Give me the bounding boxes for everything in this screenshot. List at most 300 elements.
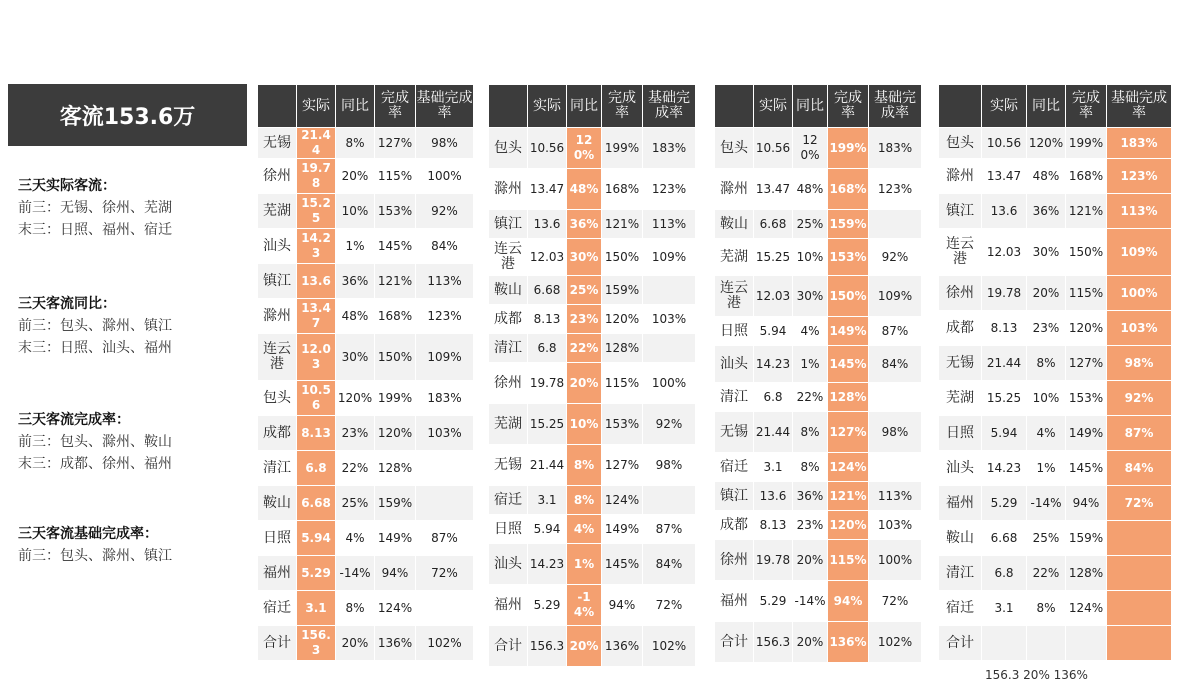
table-row [258,229,473,263]
value-cell: 113% [643,210,695,238]
value-cell: 124% [375,591,415,625]
summary-section [18,175,248,241]
value-cell: 136% [828,622,868,662]
city-cell: 福州 [489,585,527,625]
value-cell: 20% [567,626,601,666]
table-row [715,581,921,621]
value-cell: 103% [643,305,695,333]
column-header [715,85,753,127]
value-cell: 13.47 [528,169,566,209]
value-cell: 48% [793,169,827,209]
value-cell: 48% [336,299,374,333]
table-row [489,210,695,238]
value-cell: 12.03 [754,276,792,316]
summary-line: 前三：无锡、徐州、芜湖 [18,200,172,216]
value-cell: 199% [602,128,642,168]
city-cell: 汕头 [715,346,753,382]
value-cell: 20% [793,622,827,662]
city-cell: 汕头 [939,451,981,485]
value-cell: 123% [643,169,695,209]
city-cell: 宿迁 [939,591,981,625]
value-cell: 4% [567,515,601,543]
value-cell: 109% [869,276,921,316]
value-cell [1027,626,1065,660]
value-cell: 159% [1066,521,1106,555]
city-cell: 日照 [258,521,296,555]
value-cell [1107,591,1171,625]
value-cell: 128% [602,334,642,362]
summary-line: 末三：日照、福州、宿迁 [18,222,172,238]
value-cell: 120% [375,416,415,450]
table-row [489,128,695,168]
value-cell: 4% [793,317,827,345]
value-cell: 109% [643,239,695,275]
city-cell: 镇江 [715,482,753,510]
value-cell: 15.25 [754,239,792,275]
value-cell: 183% [869,128,921,168]
value-cell [643,276,695,304]
column-header: 同比 [793,85,827,127]
city-cell: 日照 [489,515,527,543]
column-header: 基础完成率 [1107,85,1171,127]
value-cell: 19.78 [297,159,335,193]
table-row [715,346,921,382]
value-cell: 168% [375,299,415,333]
city-cell: 徐州 [715,540,753,580]
value-cell: 128% [828,383,868,411]
city-cell: 成都 [489,305,527,333]
city-cell: 汕头 [258,229,296,263]
city-cell: 福州 [258,556,296,590]
table-row [258,159,473,193]
value-cell: 199% [828,128,868,168]
table-row [715,383,921,411]
value-cell: 92% [416,194,473,228]
value-cell: 30% [336,334,374,380]
city-cell: 成都 [939,311,981,345]
city-cell: 包头 [258,381,296,415]
table-row [939,311,1171,345]
value-cell: 128% [1066,556,1106,590]
table-row [489,486,695,514]
city-cell: 清江 [939,556,981,590]
value-cell: 98% [643,445,695,485]
value-cell: 1% [336,229,374,263]
column-header: 实际 [754,85,792,127]
summary-line: 前三：包头、滁州、镇江 [18,548,172,564]
value-cell: 72% [643,585,695,625]
value-cell: 168% [602,169,642,209]
table-row [258,194,473,228]
city-cell: 日照 [715,317,753,345]
value-cell: 102% [643,626,695,666]
value-cell: 149% [828,317,868,345]
value-cell: 150% [375,334,415,380]
table-row [939,346,1171,380]
value-cell: 10.56 [754,128,792,168]
value-cell: 19.78 [982,276,1026,310]
city-cell: 无锡 [258,128,296,158]
summary-section [18,523,248,567]
value-cell [1066,626,1106,660]
value-cell: 199% [1066,128,1106,158]
column-header: 基础完成率 [416,85,473,127]
table-row [489,445,695,485]
value-cell [643,486,695,514]
value-cell: 84% [869,346,921,382]
value-cell: 8% [1027,591,1065,625]
city-cell: 镇江 [258,264,296,298]
value-cell: 72% [416,556,473,590]
summary-line: 末三：日照、汕头、福州 [18,340,172,356]
city-cell: 福州 [715,581,753,621]
summary-heading: 三天客流同比： [18,296,116,312]
column-header: 基础完成率 [869,85,921,127]
table-row [715,540,921,580]
table-row [258,264,473,298]
table-row [258,626,473,660]
value-cell: 145% [375,229,415,263]
value-cell: 156.3 [754,622,792,662]
value-cell: 15.25 [297,194,335,228]
value-cell: 22% [793,383,827,411]
table-row [258,556,473,590]
table-row [715,622,921,662]
value-cell: 14.23 [982,451,1026,485]
value-cell: 6.8 [982,556,1026,590]
table-row [258,334,473,380]
column-header: 完成率 [375,85,415,127]
table-row [258,416,473,450]
table-row [489,515,695,543]
value-cell: 149% [1066,416,1106,450]
column-header: 完成率 [1066,85,1106,127]
value-cell: 159% [602,276,642,304]
city-cell: 清江 [489,334,527,362]
value-cell: -14% [567,585,601,625]
city-cell: 合计 [939,626,981,660]
value-cell: 103% [1107,311,1171,345]
value-cell: 136% [602,626,642,666]
value-cell: 8% [336,128,374,158]
value-cell: 5.94 [754,317,792,345]
value-cell: 48% [1027,159,1065,193]
value-cell: 1% [793,346,827,382]
table-row [258,128,473,158]
value-cell: 127% [602,445,642,485]
table-row [715,210,921,238]
value-cell: 120% [602,305,642,333]
value-cell: 87% [643,515,695,543]
table-row [939,556,1171,590]
value-cell: 94% [602,585,642,625]
city-cell: 宿迁 [715,453,753,481]
value-cell: 72% [1107,486,1171,520]
value-cell: 98% [869,412,921,452]
value-cell: 102% [416,626,473,660]
table-row [258,591,473,625]
value-cell: 13.47 [754,169,792,209]
value-cell: 23% [567,305,601,333]
value-cell: 6.68 [754,210,792,238]
city-cell: 日照 [939,416,981,450]
summary-heading: 三天客流基础完成率： [18,526,158,542]
value-cell: 103% [416,416,473,450]
value-cell: 113% [1107,194,1171,228]
value-cell [1107,626,1171,660]
table-row [715,453,921,481]
value-cell: 30% [567,239,601,275]
value-cell: 127% [1066,346,1106,380]
value-cell: 109% [416,334,473,380]
city-cell: 滁州 [258,299,296,333]
value-cell [869,453,921,481]
city-cell: 滁州 [939,159,981,193]
value-cell: 123% [1107,159,1171,193]
value-cell: 14.23 [754,346,792,382]
value-cell: 100% [1107,276,1171,310]
table-row [939,591,1171,625]
column-header: 实际 [297,85,335,127]
value-cell: 14.23 [297,229,335,263]
city-cell: 清江 [258,451,296,485]
city-cell: 合计 [715,622,753,662]
value-cell: 183% [643,128,695,168]
value-cell: 8% [793,412,827,452]
value-cell: 159% [828,210,868,238]
value-cell: 145% [1066,451,1106,485]
city-cell: 无锡 [715,412,753,452]
value-cell: 120% [567,128,601,168]
value-cell: 13.47 [297,299,335,333]
value-cell: 8% [336,591,374,625]
city-cell: 徐州 [258,159,296,193]
value-cell: 6.8 [528,334,566,362]
value-cell: 8% [567,445,601,485]
column-header: 同比 [1027,85,1065,127]
ranking-table [714,84,922,663]
value-cell: 149% [375,521,415,555]
value-cell: -14% [793,581,827,621]
value-cell [1107,521,1171,555]
value-cell: 5.29 [754,581,792,621]
value-cell: 103% [869,511,921,539]
value-cell: 13.6 [297,264,335,298]
value-cell: 124% [602,486,642,514]
column-header: 实际 [982,85,1026,127]
value-cell: 12.03 [528,239,566,275]
value-cell: -14% [336,556,374,590]
table-row [489,585,695,625]
value-cell: 8% [1027,346,1065,380]
value-cell: 113% [416,264,473,298]
city-cell: 芜湖 [258,194,296,228]
value-cell [869,383,921,411]
table-row [939,229,1171,275]
table-row [715,128,921,168]
column-header [258,85,296,127]
table-row [939,194,1171,228]
city-cell: 镇江 [939,194,981,228]
value-cell: 102% [869,622,921,662]
value-cell: 30% [793,276,827,316]
value-cell: 8.13 [297,416,335,450]
city-cell: 包头 [715,128,753,168]
city-cell: 芜湖 [939,381,981,415]
table-row [939,521,1171,555]
value-cell: 25% [567,276,601,304]
value-cell: 120% [336,381,374,415]
city-cell: 鞍山 [258,486,296,520]
column-header [939,85,981,127]
value-cell: 12.03 [982,229,1026,275]
value-cell: 121% [828,482,868,510]
city-cell: 包头 [489,128,527,168]
value-cell: 15.25 [982,381,1026,415]
value-cell: 6.8 [297,451,335,485]
city-cell: 鞍山 [489,276,527,304]
value-cell: 121% [375,264,415,298]
table-row [489,626,695,666]
table-row [489,363,695,403]
value-cell: 4% [1027,416,1065,450]
value-cell: 94% [375,556,415,590]
value-cell: 92% [643,404,695,444]
column-header: 完成率 [828,85,868,127]
value-cell: 84% [643,544,695,584]
value-cell: 5.94 [528,515,566,543]
value-cell: 10% [336,194,374,228]
value-cell: 22% [1027,556,1065,590]
value-cell: 25% [336,486,374,520]
value-cell: 20% [567,363,601,403]
value-cell: 3.1 [297,591,335,625]
page-title: 客流153.6万 [8,84,247,146]
value-cell: 94% [1066,486,1106,520]
summary-line: 前三：包头、滁州、镇江 [18,318,172,334]
table-row [939,626,1171,660]
value-cell: 123% [416,299,473,333]
value-cell: 25% [793,210,827,238]
column-header [489,85,527,127]
city-cell: 滁州 [715,169,753,209]
value-cell: 10% [1027,381,1065,415]
value-cell [869,210,921,238]
value-cell: 120% [793,128,827,168]
value-cell: 6.68 [297,486,335,520]
city-cell: 鞍山 [715,210,753,238]
value-cell: 98% [1107,346,1171,380]
value-cell: 121% [602,210,642,238]
value-cell [416,451,473,485]
value-cell: 127% [375,128,415,158]
value-cell: 168% [828,169,868,209]
value-cell: 84% [416,229,473,263]
table-row [939,451,1171,485]
value-cell: 121% [1066,194,1106,228]
summary-section [18,409,248,475]
value-cell: 87% [1107,416,1171,450]
value-cell: 23% [1027,311,1065,345]
value-cell [643,334,695,362]
value-cell: 10.56 [297,381,335,415]
value-cell: 36% [336,264,374,298]
city-cell: 合计 [258,626,296,660]
value-cell: -14% [1027,486,1065,520]
value-cell: 145% [602,544,642,584]
table-row [489,544,695,584]
column-header: 完成率 [602,85,642,127]
value-cell: 153% [828,239,868,275]
table-row [258,486,473,520]
value-cell: 115% [1066,276,1106,310]
value-cell: 124% [828,453,868,481]
value-cell: 150% [828,276,868,316]
table-row [715,239,921,275]
value-cell: 168% [1066,159,1106,193]
table-row [715,511,921,539]
value-cell: 3.1 [528,486,566,514]
value-cell: 14.23 [528,544,566,584]
table-row [489,169,695,209]
value-cell: 1% [567,544,601,584]
city-cell: 包头 [939,128,981,158]
table-row [939,381,1171,415]
value-cell: 127% [828,412,868,452]
value-cell: 8% [567,486,601,514]
value-cell: 12.03 [297,334,335,380]
value-cell: 25% [1027,521,1065,555]
value-cell: 159% [375,486,415,520]
table-row [939,416,1171,450]
value-cell: 94% [828,581,868,621]
value-cell: 6.8 [754,383,792,411]
value-cell: 100% [869,540,921,580]
value-cell: 98% [416,128,473,158]
table-row [715,169,921,209]
value-cell: 115% [375,159,415,193]
value-cell: 183% [1107,128,1171,158]
city-cell: 芜湖 [489,404,527,444]
value-cell: 120% [828,511,868,539]
value-cell: 92% [869,239,921,275]
value-cell: 145% [828,346,868,382]
value-cell: 19.78 [528,363,566,403]
ranking-table [938,84,1172,661]
value-cell: 23% [336,416,374,450]
city-cell: 徐州 [939,276,981,310]
value-cell: 92% [1107,381,1171,415]
value-cell: 124% [1066,591,1106,625]
value-cell: 13.6 [754,482,792,510]
value-cell: 8% [793,453,827,481]
city-cell: 成都 [258,416,296,450]
city-cell: 宿迁 [258,591,296,625]
value-cell: 15.25 [528,404,566,444]
value-cell: 113% [869,482,921,510]
value-cell: 21.44 [754,412,792,452]
total-row-overflow: 156.3 20% 136% [985,668,1088,682]
city-cell: 滁州 [489,169,527,209]
city-cell: 鞍山 [939,521,981,555]
value-cell: 120% [1027,128,1065,158]
city-cell: 连云港 [489,239,527,275]
value-cell: 13.6 [528,210,566,238]
city-cell: 无锡 [489,445,527,485]
summary-line: 末三：成都、徐州、福州 [18,456,172,472]
value-cell: 87% [869,317,921,345]
table-row [489,305,695,333]
